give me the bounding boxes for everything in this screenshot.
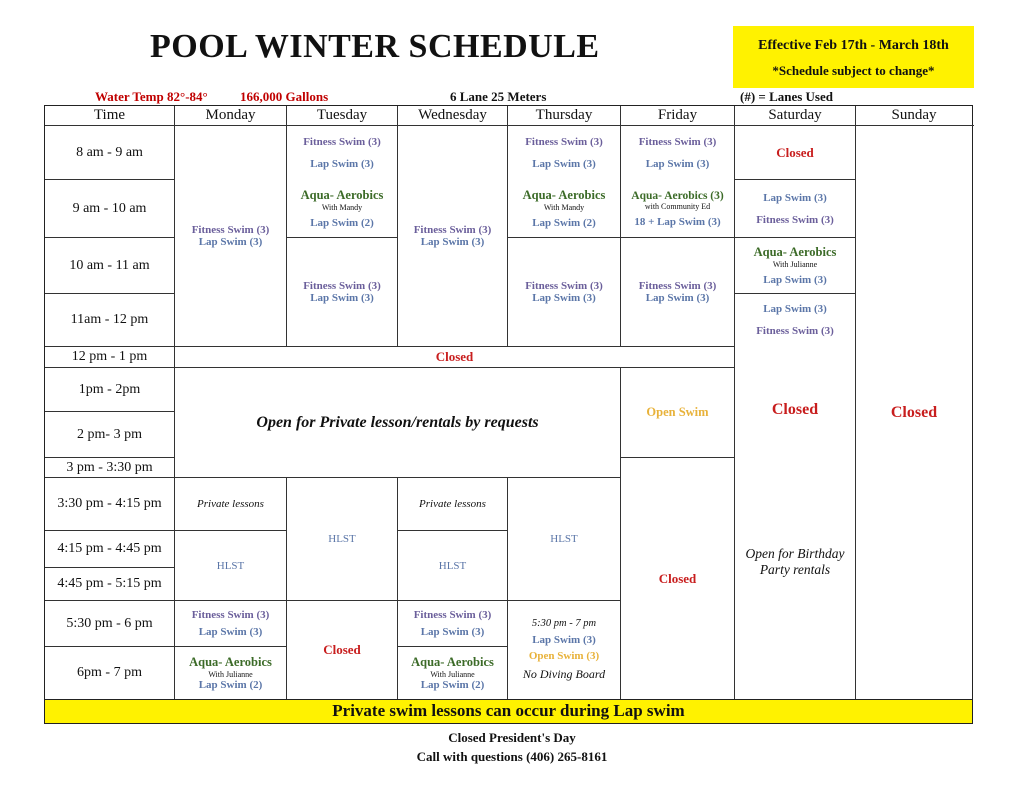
header-thursday: Thursday: [535, 107, 593, 123]
activity-label: Lap Swim (3): [763, 191, 827, 204]
activity-label: Lap Swim (3): [532, 157, 596, 170]
session-cell: [621, 458, 734, 699]
activity-label: HLST: [438, 559, 467, 572]
time-slot: 2 pm- 3 pm: [77, 426, 142, 442]
closed-label: Closed: [771, 400, 819, 418]
activity-label: Fitness Swim (3): [756, 213, 834, 226]
instructor-note: With Mandy: [321, 203, 363, 212]
activity-label: 18 + Lap Swim (3): [634, 215, 721, 228]
session-cell: [735, 472, 855, 652]
instructor-note: With Julianne: [430, 670, 475, 679]
schedule-change-note: *Schedule subject to change*: [772, 63, 935, 78]
time-slot: 1pm - 2pm: [78, 381, 141, 397]
session-time-note: 5:30 pm - 7 pm: [531, 618, 597, 629]
session-cell: [175, 478, 286, 530]
closed-label: Closed: [776, 144, 814, 160]
activity-label: Lap Swim (3): [198, 626, 263, 638]
session-cell: [287, 238, 397, 346]
session-cell: [175, 647, 286, 699]
effective-dates-box: [733, 26, 974, 88]
activity-label: Lap Swim (3): [532, 292, 596, 304]
activity-label: Lap Swim (3): [420, 236, 485, 248]
activity-label: Fitness Swim (3): [638, 135, 717, 148]
session-cell: [508, 478, 620, 600]
activity-label: Fitness Swim (3): [525, 280, 603, 292]
session-cell: [735, 347, 855, 472]
header-monday: Monday: [205, 107, 256, 123]
session-cell: [398, 478, 507, 530]
time-slot: 8 am - 9 am: [76, 144, 143, 160]
contact-phone: Call with questions (406) 265-8161: [416, 749, 608, 764]
activity-label: HLST: [550, 533, 578, 545]
activity-label: Fitness Swim (3): [413, 609, 492, 621]
activity-label: Open Swim: [646, 405, 709, 419]
activity-label: Lap Swim (3): [645, 157, 710, 170]
time-slot: 5:30 pm - 6 pm: [66, 615, 153, 631]
session-cell: [398, 601, 507, 646]
lanes-used-legend: (#) = Lanes Used: [740, 89, 833, 104]
closed-label: Closed: [890, 403, 938, 421]
session-cell: [287, 601, 397, 699]
diving-board-note: No Diving Board: [522, 667, 606, 681]
instructor-note: With Julianne: [772, 260, 818, 269]
activity-label: Lap Swim (2): [532, 217, 596, 229]
activity-label: Fitness Swim (3): [191, 609, 270, 621]
header-friday: Friday: [657, 107, 698, 123]
activity-label: Lap Swim (2): [420, 679, 485, 691]
activity-label: Fitness Swim (3): [638, 280, 717, 292]
closed-label: Closed: [658, 570, 697, 586]
session-cell: [287, 126, 397, 179]
session-cell: [287, 478, 397, 600]
time-slot: 12 pm - 1 pm: [71, 349, 148, 364]
session-cell: [508, 238, 620, 346]
activity-label: HLST: [216, 559, 245, 572]
schedule-table: [44, 105, 973, 700]
activity-label: Lap Swim (3): [645, 292, 710, 304]
activity-label: Fitness Swim (3): [303, 280, 381, 292]
instructor-note: With Julianne: [208, 670, 253, 679]
activity-label: Lap Swim (3): [310, 292, 374, 304]
activity-label: Fitness Swim (3): [413, 224, 492, 236]
activity-label: Aqua- Aerobics: [753, 245, 837, 259]
activity-label: Private lessons: [419, 498, 486, 510]
header-saturday: Saturday: [768, 107, 822, 123]
session-cell: [508, 126, 620, 179]
session-cell: [621, 180, 734, 237]
activity-label: Fitness Swim (3): [191, 224, 270, 236]
session-cell: [621, 368, 734, 457]
closed-label: Closed: [323, 642, 361, 657]
session-cell: [175, 126, 286, 346]
time-slot: 6pm - 7 pm: [77, 665, 142, 680]
time-slot: 4:15 pm - 4:45 pm: [57, 541, 162, 556]
time-slot: 11am - 12 pm: [70, 312, 149, 327]
activity-label: Aqua- Aerobics (3): [631, 189, 724, 202]
activity-label: Fitness Swim (3): [756, 325, 834, 337]
activity-label: Fitness Swim (3): [525, 135, 603, 148]
session-cell: [175, 531, 286, 600]
header-tuesday: Tuesday: [316, 107, 368, 123]
activity-label: Aqua- Aerobics: [522, 188, 606, 202]
effective-dates: Effective Feb 17th - March 18th: [758, 38, 949, 53]
session-cell: [287, 180, 397, 237]
water-temp: Water Temp 82°-84°: [95, 89, 208, 104]
activity-label: Lap Swim (2): [310, 217, 374, 229]
activity-label: Lap Swim (3): [420, 626, 485, 638]
pool-gallons: 166,000 Gallons: [240, 89, 329, 104]
time-slot: 10 am - 11 am: [69, 257, 150, 273]
session-cell: [398, 647, 507, 699]
session-cell: [856, 126, 972, 699]
session-cell: [398, 531, 507, 600]
session-cell: [508, 601, 620, 699]
activity-label: Lap Swim (3): [532, 634, 596, 646]
session-cell: [175, 368, 620, 477]
session-cell: [735, 238, 855, 293]
header-time: Time: [93, 107, 126, 123]
session-cell: [175, 347, 734, 367]
session-cell: [621, 126, 734, 179]
activity-label: Lap Swim (2): [198, 679, 263, 691]
header-sunday: Sunday: [891, 107, 937, 123]
private-rentals-note: Open for Private lesson/rentals by requests: [256, 413, 539, 431]
activity-label: Lap Swim (3): [198, 236, 263, 248]
instructor-note: with Community Ed: [644, 201, 711, 211]
activity-label: HLST: [328, 533, 356, 545]
session-cell: [175, 601, 286, 646]
activity-label: Lap Swim (3): [763, 274, 827, 286]
session-cell: [508, 180, 620, 237]
activity-label: Lap Swim (3): [763, 303, 827, 315]
activity-label: Open Swim (3): [528, 650, 600, 662]
time-slot: 3 pm - 3:30 pm: [66, 459, 153, 475]
lane-info: 6 Lane 25 Meters: [450, 89, 547, 104]
activity-label: Aqua- Aerobics: [300, 188, 384, 202]
session-cell: [735, 126, 855, 179]
activity-label: Aqua- Aerobics: [411, 655, 494, 669]
session-cell: [398, 126, 507, 346]
session-cell: [621, 238, 734, 346]
time-slot: 4:45 pm - 5:15 pm: [57, 576, 162, 591]
holiday-closure-note: Closed President's Day: [448, 730, 576, 745]
header-wednesday: Wednesday: [418, 107, 487, 123]
session-cell: [735, 180, 855, 237]
time-slot: 3:30 pm - 4:15 pm: [57, 496, 162, 511]
time-slot: 9 am - 10 am: [72, 200, 147, 216]
closed-label: Closed: [435, 349, 474, 364]
activity-label: Fitness Swim (3): [303, 135, 381, 148]
activity-label: Private lessons: [197, 498, 264, 510]
instructor-note: With Mandy: [543, 203, 585, 212]
session-cell: [735, 294, 855, 346]
activity-label: Aqua- Aerobics: [189, 655, 272, 669]
activity-label: Lap Swim (3): [310, 157, 374, 170]
birthday-rentals-note: Open for Birthday Party rentals: [745, 546, 845, 577]
lap-swim-banner: Private swim lessons can occur during Lap swim: [44, 700, 973, 724]
page-title: POOL WINTER SCHEDULE: [150, 28, 600, 65]
